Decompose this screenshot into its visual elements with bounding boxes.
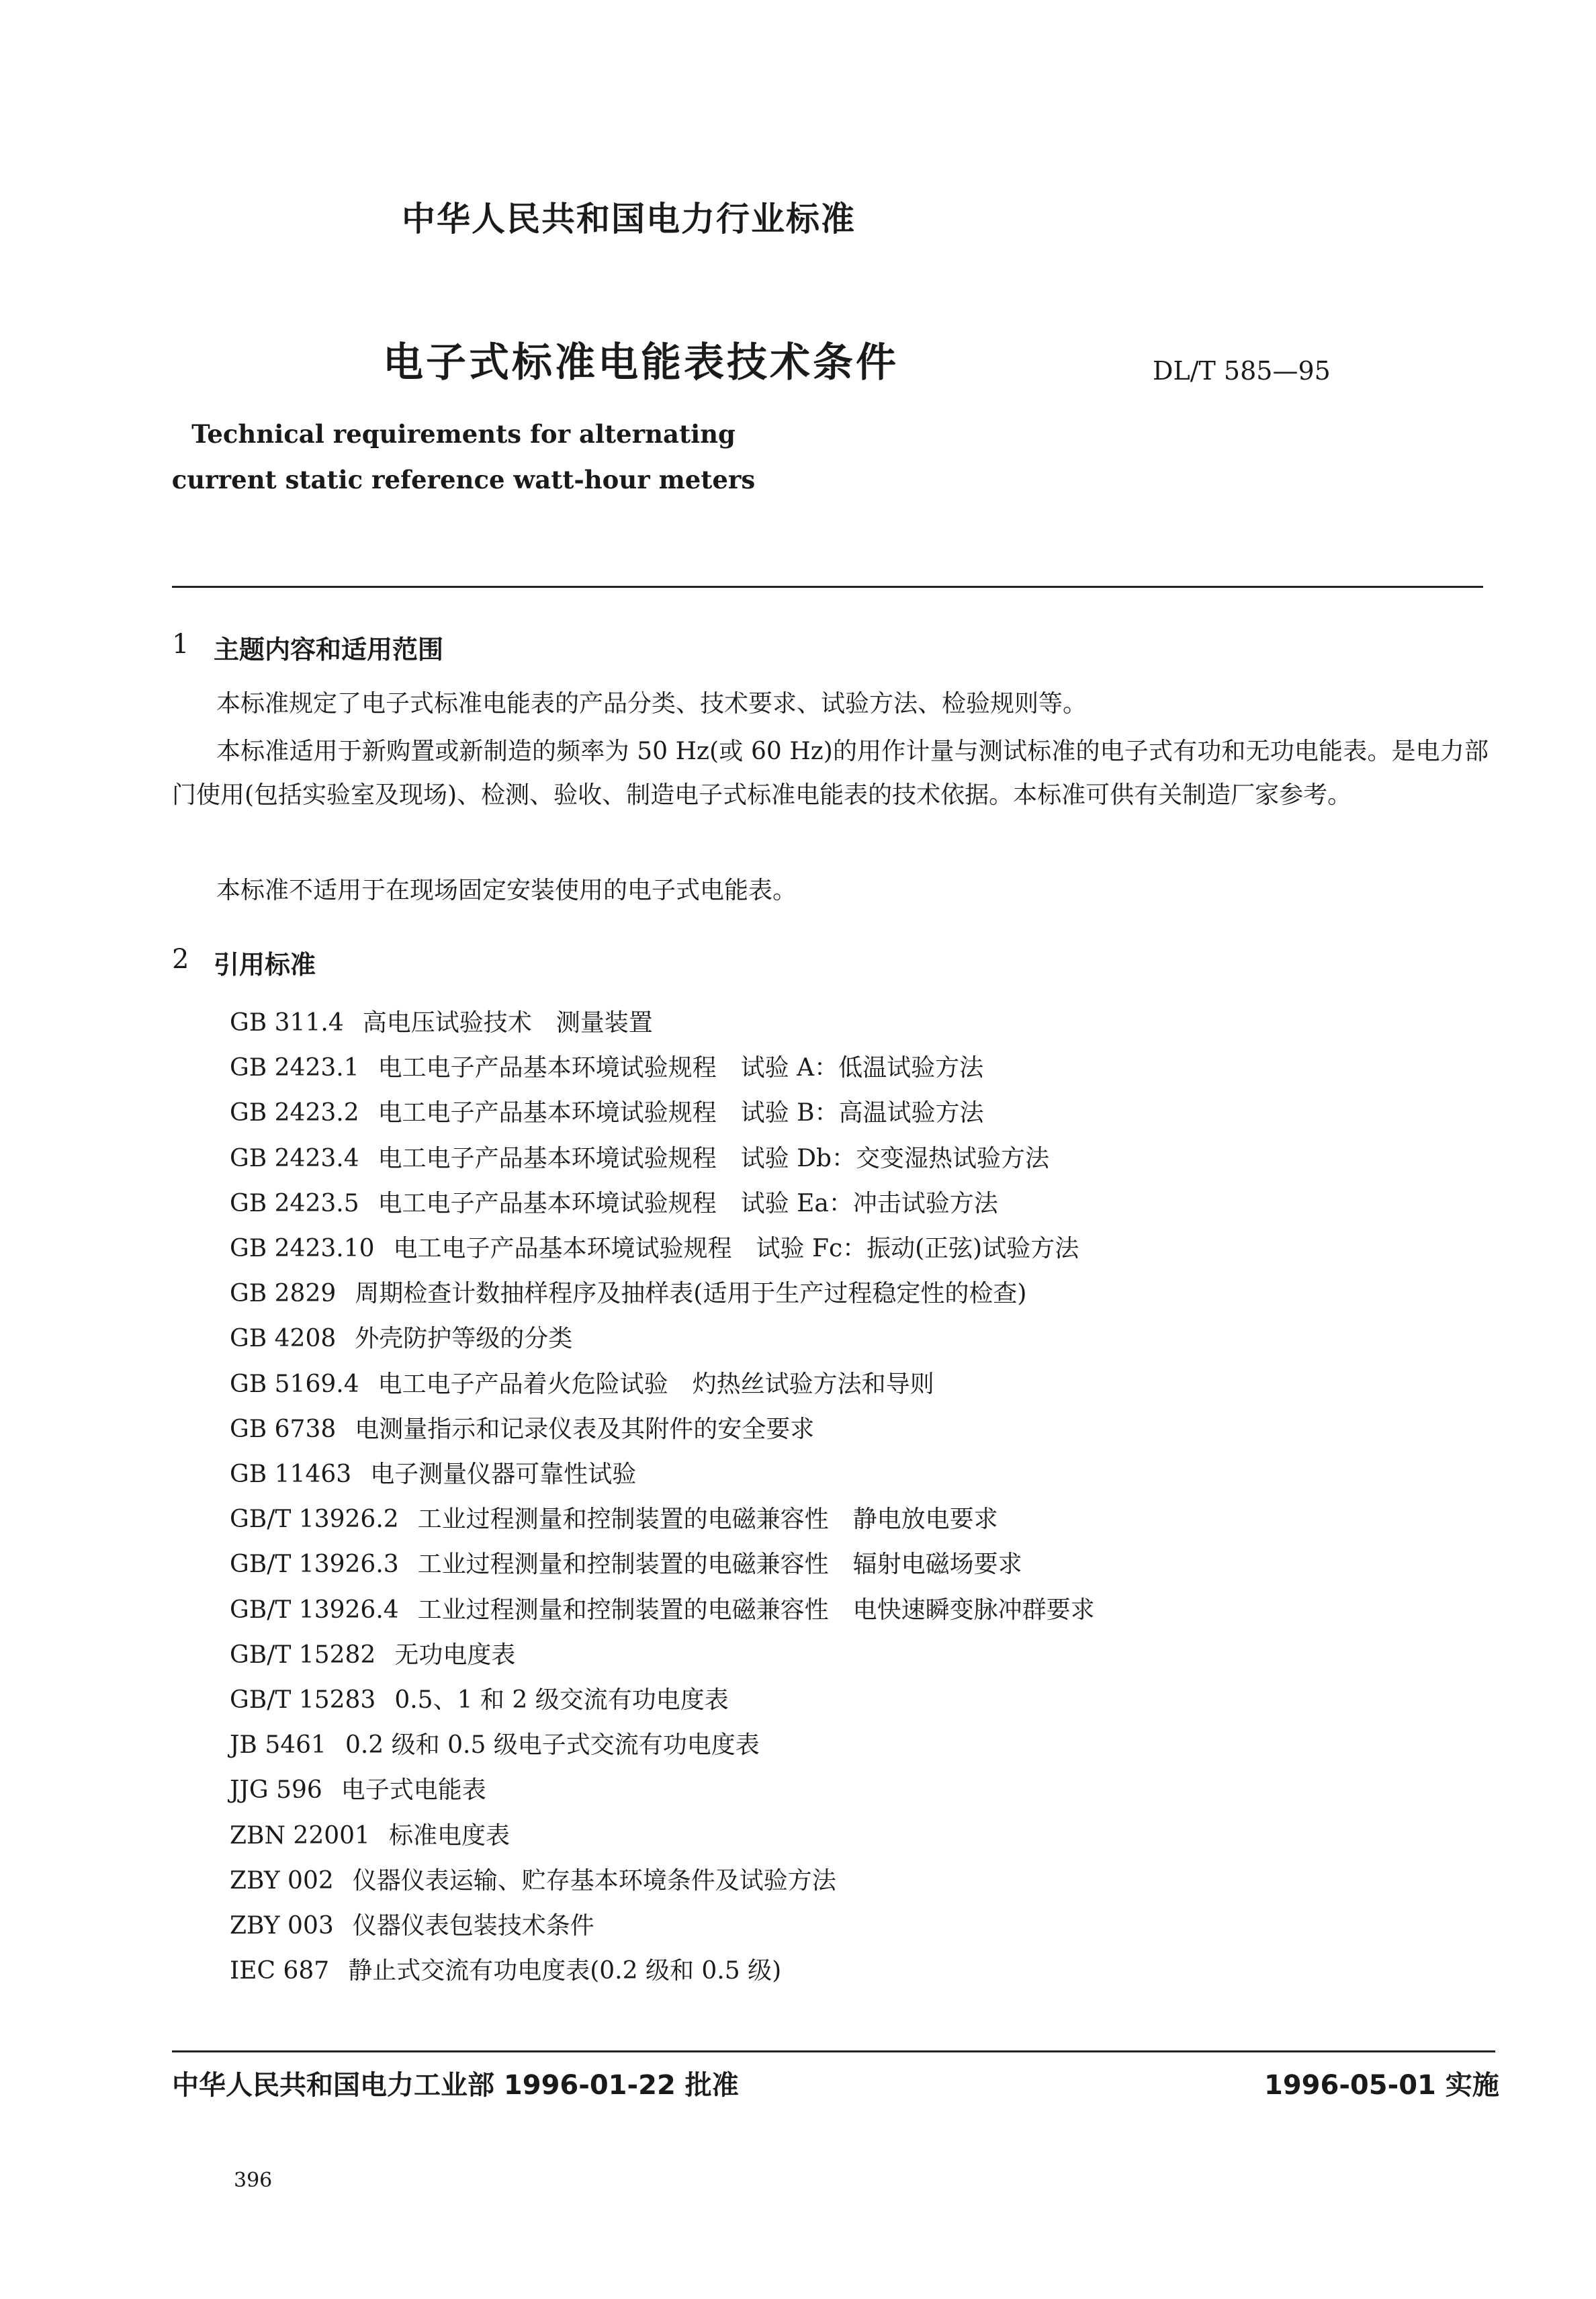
reference-code: GB 2829 bbox=[230, 1280, 337, 1308]
reference-item bbox=[230, 1726, 760, 1760]
reference-code: GB/T 15283 bbox=[230, 1686, 376, 1714]
reference-code: GB/T 13926.4 bbox=[230, 1596, 399, 1624]
reference-title: 工业过程测量和控制装置的电磁兼容性 辐射电磁场要求 bbox=[417, 1551, 1022, 1579]
reference-title: 仪器仪表运输、贮存基本环境条件及试验方法 bbox=[352, 1866, 836, 1895]
reference-title: 外壳防护等级的分类 bbox=[355, 1325, 573, 1353]
reference-title: 周期检查计数抽样程序及抽样表(适用于生产过程稳定性的检查) bbox=[355, 1280, 1027, 1308]
english-title-line-1: Technical requirements for alternating bbox=[191, 419, 736, 449]
reference-title: 0.2 级和 0.5 级电子式交流有功电度表 bbox=[345, 1731, 760, 1760]
reference-item bbox=[230, 1500, 998, 1534]
reference-item bbox=[230, 1410, 814, 1444]
reference-title: 电测量指示和记录仪表及其附件的安全要求 bbox=[355, 1415, 815, 1443]
section-2-title: 引用标准 bbox=[214, 950, 316, 980]
reference-item bbox=[230, 1817, 510, 1850]
reference-item bbox=[230, 1094, 984, 1127]
reference-item bbox=[230, 1049, 983, 1082]
reference-code: GB 2423.10 bbox=[230, 1235, 375, 1262]
english-title-line-2: current static reference watt-hour meters bbox=[171, 465, 756, 494]
reference-code: GB 2423.4 bbox=[230, 1144, 359, 1172]
reference-title: 高电压试验技术 测量装置 bbox=[362, 1009, 653, 1037]
reference-item bbox=[230, 1681, 729, 1715]
reference-title: 0.5、1 和 2 级交流有功电度表 bbox=[394, 1686, 729, 1714]
reference-item bbox=[230, 1545, 1022, 1579]
reference-title: 电工电子产品基本环境试验规程 试验 Ea：冲击试验方法 bbox=[378, 1189, 998, 1217]
reference-code: GB/T 13926.3 bbox=[230, 1551, 399, 1579]
reference-code: GB 2423.5 bbox=[230, 1189, 359, 1217]
reference-item bbox=[230, 1229, 1079, 1263]
reference-code: GB 2423.2 bbox=[230, 1099, 359, 1127]
reference-item bbox=[230, 1319, 572, 1353]
section-1-paragraph: 本标准规定了电子式标准电能表的产品分类、技术要求、试验方法、检验规则等。 bbox=[216, 690, 1088, 718]
reference-item bbox=[230, 1139, 1049, 1173]
reference-title: 静止式交流有功电度表(0.2 级和 0.5 级) bbox=[348, 1957, 782, 1985]
reference-title: 电工电子产品基本环境试验规程 试验 Db：交变湿热试验方法 bbox=[378, 1144, 1049, 1172]
reference-item bbox=[230, 1365, 934, 1399]
reference-code: GB 4208 bbox=[230, 1325, 337, 1353]
reference-code: GB 11463 bbox=[230, 1461, 352, 1488]
reference-title: 工业过程测量和控制装置的电磁兼容性 电快速瞬变脉冲群要求 bbox=[417, 1596, 1095, 1624]
reference-title: 标准电度表 bbox=[388, 1821, 510, 1850]
reference-title: 仪器仪表包装技术条件 bbox=[352, 1912, 594, 1940]
reference-code: ZBN 22001 bbox=[230, 1821, 370, 1850]
reference-code: IEC 687 bbox=[230, 1957, 330, 1985]
reference-item bbox=[230, 1862, 836, 1895]
reference-code: GB 5169.4 bbox=[230, 1370, 359, 1398]
reference-title: 电工电子产品基本环境试验规程 试验 Fc：振动(正弦)试验方法 bbox=[393, 1235, 1079, 1262]
reference-item bbox=[230, 1274, 1026, 1308]
reference-title: 电工电子产品着火危险试验 灼热丝试验方法和导则 bbox=[378, 1370, 934, 1398]
reference-item bbox=[230, 1907, 594, 1940]
reference-title: 工业过程测量和控制装置的电磁兼容性 静电放电要求 bbox=[417, 1506, 998, 1534]
reference-item bbox=[230, 1455, 636, 1489]
footer-divider bbox=[172, 2050, 1495, 2052]
page-number: 396 bbox=[234, 2169, 273, 2192]
reference-code: ZBY 003 bbox=[230, 1912, 334, 1940]
reference-code: GB 6738 bbox=[230, 1415, 337, 1443]
reference-item bbox=[230, 1952, 781, 1985]
reference-item bbox=[230, 1636, 515, 1669]
section-2-number: 2 bbox=[172, 944, 189, 975]
reference-item bbox=[230, 1184, 998, 1218]
reference-code: JJG 596 bbox=[230, 1776, 322, 1805]
reference-code: GB/T 15282 bbox=[230, 1641, 376, 1669]
document-title: 电子式标准电能表技术条件 bbox=[383, 339, 899, 386]
section-1-paragraph: 本标准适用于新购置或新制造的频率为 50 Hz(或 60 Hz)的用作计量与测试标准的电子式有功和无功电能表。是电力部门使用(包括实验室及现场)、检测、验收、制造电子式标准电能表的技术依据。本标准可供有关制造厂家参考。 bbox=[172, 738, 1489, 809]
standard-category: 中华人民共和国电力行业标准 bbox=[402, 200, 856, 238]
section-1-paragraph: 本标准不适用于在现场固定安装使用的电子式电能表。 bbox=[216, 877, 797, 904]
reference-code: GB/T 13926.2 bbox=[230, 1506, 399, 1534]
effective-date: 1996-05-01 实施 bbox=[1264, 2070, 1499, 2101]
reference-title: 电工电子产品基本环境试验规程 试验 A：低温试验方法 bbox=[378, 1054, 984, 1082]
document-code: DL/T 585—95 bbox=[1153, 356, 1331, 386]
reference-code: JB 5461 bbox=[230, 1731, 326, 1760]
reference-code: GB 2423.1 bbox=[230, 1054, 359, 1082]
reference-title: 电子式电能表 bbox=[341, 1776, 486, 1805]
reference-title: 电工电子产品基本环境试验规程 试验 B：高温试验方法 bbox=[378, 1099, 984, 1127]
reference-item bbox=[230, 1591, 1095, 1624]
reference-title: 电子测量仪器可靠性试验 bbox=[370, 1461, 637, 1488]
reference-title: 无功电度表 bbox=[394, 1641, 516, 1669]
approval-statement: 中华人民共和国电力工业部 1996-01-22 批准 bbox=[172, 2070, 739, 2101]
reference-item bbox=[230, 1771, 486, 1805]
reference-code: GB 311.4 bbox=[230, 1009, 344, 1037]
section-1-number: 1 bbox=[172, 629, 189, 660]
section-1-title: 主题内容和适用范围 bbox=[214, 635, 444, 664]
header-divider bbox=[172, 586, 1483, 588]
reference-item bbox=[230, 1004, 653, 1037]
reference-code: ZBY 002 bbox=[230, 1866, 334, 1895]
